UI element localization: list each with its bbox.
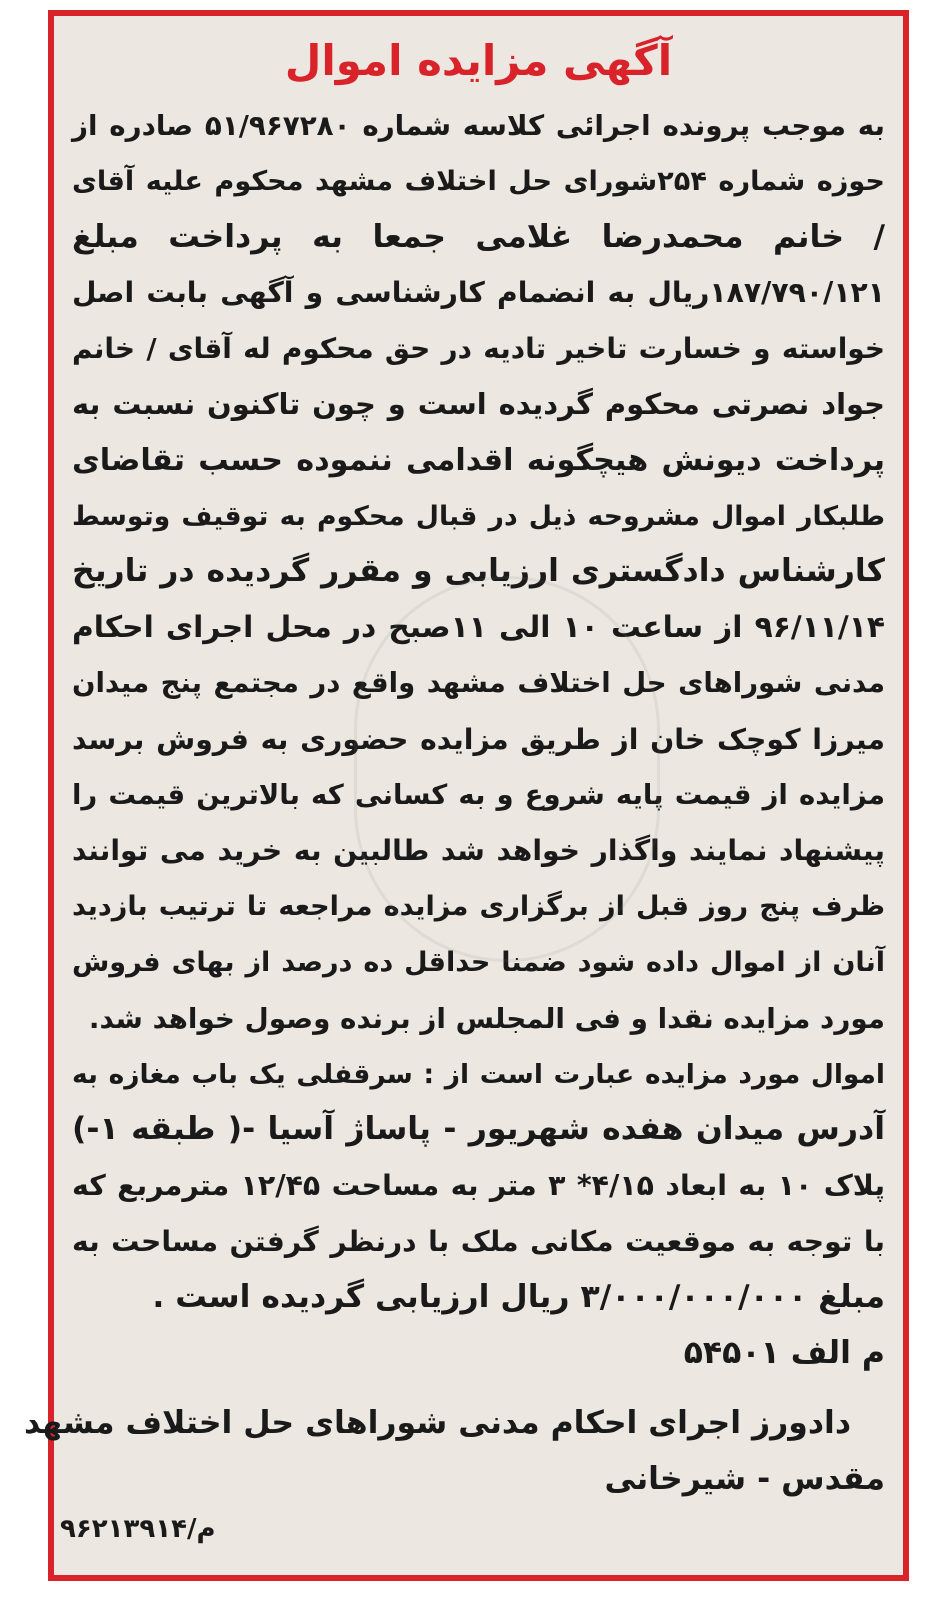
notice-body: [72, 98, 885, 1326]
body-line: مزایده از قیمت پایه شروع و به کسانی که بالاترین قیمت را: [72, 778, 885, 811]
signature-block: [23, 1395, 885, 1507]
body-line: / خانم محمدرضا غلامی جمعا به پرداخت مبلغ: [72, 218, 885, 255]
notice-frame: [23, 10, 909, 1581]
body-line: به موجب پرونده اجرائی کلاسه شماره ۵۱/۹۶۷۲۸۰ صادره از: [72, 109, 885, 142]
body-line: کارشناس دادگستری ارزیابی و مقرر گردیده در تاریخ: [72, 553, 885, 590]
notice-code: ۹۶۲۱۳۹۱۴/م: [60, 1514, 216, 1544]
body-line: میرزا کوچک خان از طریق مزایده حضوری به فروش برسد: [72, 722, 885, 756]
body-line: ظرف پنج روز قبل از برگزاری مزایده مراجعه تا ترتیب بازدید: [72, 891, 885, 923]
body-line: پیشنهاد نمایند واگذار خواهد شد طالبین به خرید می توانند: [72, 834, 885, 868]
body-line: مورد مزایده نقدا و فی المجلس از برنده وصول خواهد شد.: [88, 1001, 885, 1035]
body-line: ۱۸۷/۷۹۰/۱۲۱ریال به انضمام کارشناسی و آگهی بابت اصل: [72, 276, 885, 310]
body-line: جواد نصرتی محکوم گردیده است و چون تاکنون نسبت به: [72, 386, 885, 421]
body-line: پلاک ۱۰ به ابعاد ۴/۱۵* ۳ متر به مساحت ۱۲/۴۵ مترمربع که: [72, 1169, 886, 1203]
body-line: پرداخت دیونش هیچگونه اقدامی ننموده حسب تقاضای: [72, 442, 885, 478]
body-line: اموال مورد مزایده عبارت است از : سرقفلی یک باب مغازه به: [72, 1058, 885, 1090]
body-line: با توجه به موقعیت مکانی ملک با درنظر گرفتن مساحت به: [72, 1224, 885, 1258]
body-line: حوزه شماره ۲۵۴شورای حل اختلاف مشهد محکوم علیه آقای: [72, 165, 885, 197]
body-line: آنان از اموال داده شود ضمنا حداقل ده درصد از بهای فروش: [72, 946, 885, 978]
body-line: مدنی شوراهای حل اختلاف مشهد واقع در مجتمع پنج میدان: [72, 666, 885, 699]
body-line: مبلغ ۳/۰۰۰/۰۰۰/۰۰۰ ریال ارزیابی گردیده است .: [152, 1278, 885, 1315]
body-line: خواسته و خسارت تاخیر تادیه در حق محکوم له آقای / خانم: [72, 332, 885, 366]
reference-number: م الف ۵۴۵۰۱: [683, 1334, 885, 1371]
signature-title: دادورز اجرای احکام مدنی شوراهای حل اختلاف مشهد: [23, 1405, 851, 1442]
notice-title: آگهی مزایده اموال: [284, 36, 673, 85]
body-line: ۹۶/۱۱/۱۴ از ساعت ۱۰ الی ۱۱صبح در محل اجرای احکام: [72, 610, 886, 646]
body-line: آدرس میدان هفده شهریور - پاساژ آسیا -( طبقه ۱-): [72, 1111, 885, 1148]
signature-name: مقدس - شیرخانی: [604, 1461, 885, 1498]
body-line: طلبکار اموال مشروحه ذیل در قبال محکوم به توقیف وتوسط: [72, 500, 885, 532]
